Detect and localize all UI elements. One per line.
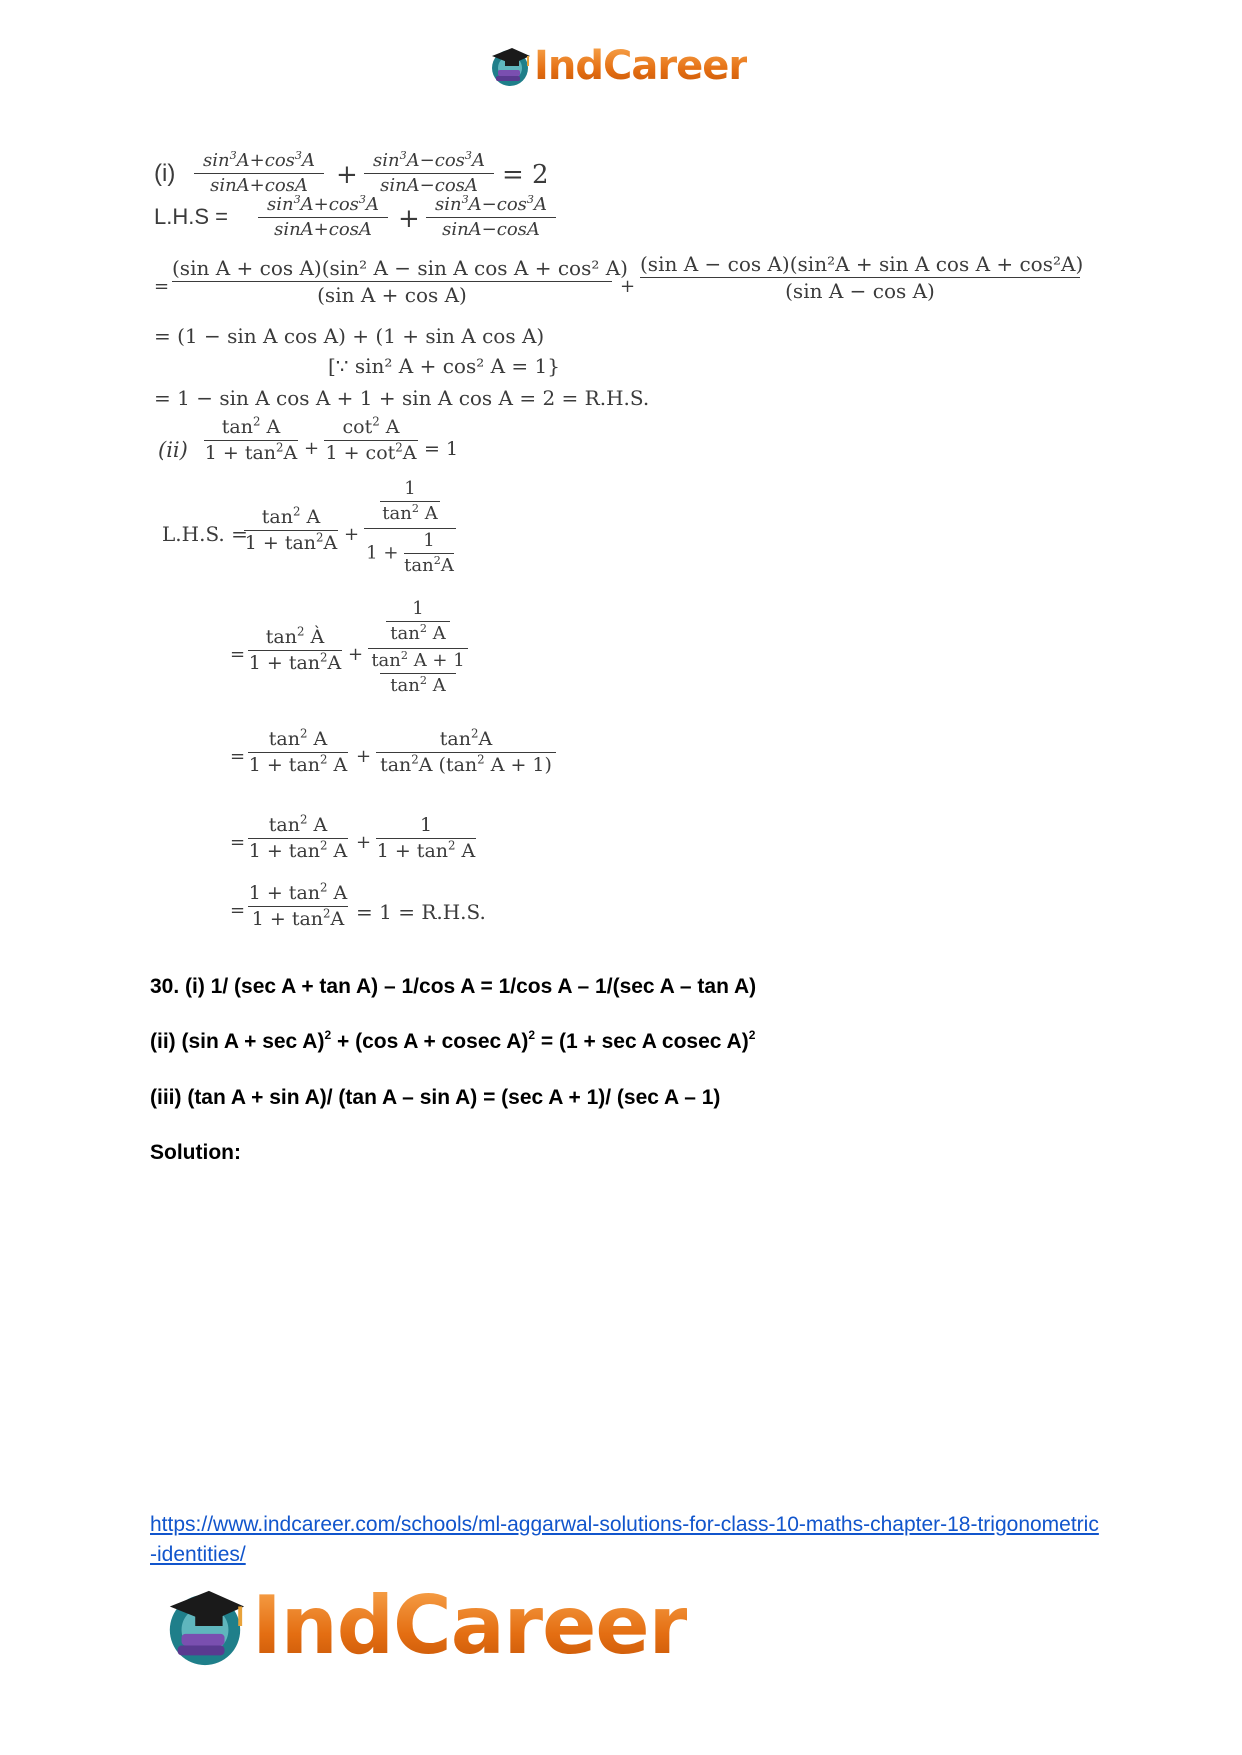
question-30-iii: (iii) (tan A + sin A)/ (tan A – sin A) = (sec A + 1)/ (sec A – 1) (150, 1086, 721, 1109)
header-logo (488, 38, 747, 94)
brand-name: IndCareer (534, 43, 748, 89)
plus-sign: + (356, 746, 372, 767)
lhs-label: L.H.S. = (162, 522, 248, 546)
equals-sign: = (230, 900, 246, 921)
equals-sign: = (230, 746, 246, 767)
fraction: $\sin^3A-\cos^3A$ sinA−cosA (364, 152, 494, 195)
solution-math-image (150, 150, 1100, 950)
plus-sign: + (304, 438, 320, 459)
brand-name: IndCareer (252, 1579, 688, 1672)
fraction: $\tan^2 A$ $1 + \tan^2A$ (204, 414, 298, 464)
fraction: $\tan^2 A$ $1 + \tan^2 A$ (248, 726, 348, 776)
fraction: $\cot^2 A$ $1 + \cot^2A$ (325, 414, 417, 464)
step-line: = (1 − sin A cos A) + (1 + sin A cos A) (154, 324, 545, 348)
fraction: $\tan^2$ À $1 + \tan^2A$ (248, 624, 342, 674)
graduation-cap-books-icon (162, 1583, 248, 1669)
equals-sign: = (230, 644, 246, 665)
identity-note: [∵ sin² A + cos² A = 1} (328, 354, 560, 378)
equals-two: = 2 (502, 160, 549, 190)
footer-logo (162, 1578, 687, 1674)
part-ii-label: (ii) (158, 438, 188, 462)
plus-sign: + (348, 644, 364, 665)
complex-fraction: $\frac{1}{\tan^2 A}$ 1 + $\frac{1}{\tan^2A}$ (364, 480, 456, 575)
source-url-link[interactable]: https://www.indcareer.com/schools/ml-aggarwal-solutions-for-class-10-maths-chapter-18-trigonometric-identities/ (150, 1513, 1099, 1566)
question-30-ii: (ii) (sin A + sec A)$^2$ + (cos A + cosec A)$^2$ = (1 + sec A cosec A)$^2$ (150, 1028, 756, 1053)
final-result: = 1 = R.H.S. (356, 900, 486, 924)
question-30-i: 30. (i) 1/ (sec A + tan A) – 1/cos A = 1/cos A – 1/(sec A – tan A) (150, 975, 757, 998)
fraction: $\sin^3A-\cos^3A$ sinA−cosA (426, 196, 556, 239)
complex-fraction: $\frac{1}{\tan^2 A}$ $\tan^2 A + 1$ $\tan^2 A$ (368, 600, 468, 695)
fraction: (sin A + cos A)(sin² A − sin A cos A + cos² A) (sin A + cos A) (172, 256, 628, 307)
plus-sign: + (620, 276, 636, 297)
fraction: (sin A − cos A)(sin²A + sin A cos A + cos²A) (sin A − cos A) (640, 252, 1084, 303)
fraction: $\sin^3A+\cos^3A$ sinA+cosA (194, 152, 324, 195)
graduation-cap-books-icon (488, 44, 532, 88)
plus-sign: + (356, 832, 372, 853)
plus-sign: + (344, 524, 360, 545)
step-line: = 1 − sin A cos A + 1 + sin A cos A = 2 = R.H.S. (154, 386, 650, 410)
lhs-label: L.H.S = (154, 204, 228, 229)
fraction: $\tan^2 A$ $1 + \tan^2A$ (244, 504, 338, 554)
fraction: $\sin^3A+\cos^3A$ sinA+cosA (258, 196, 388, 239)
equals-one: = 1 (424, 438, 459, 460)
solution-label: Solution: (150, 1141, 241, 1164)
equals-sign: = (230, 832, 246, 853)
plus-sign: + (398, 204, 420, 234)
fraction: $1 + \tan^2 A$ $1 + \tan^2A$ (248, 880, 348, 930)
fraction: $\tan^2A$ $\tan^2A$ ($\tan^2$ A + 1) (376, 730, 556, 775)
part-i-label: (i) (154, 160, 176, 187)
fraction: 1 $1 + \tan^2 A$ (376, 814, 476, 862)
equals-sign: = (154, 276, 170, 297)
plus-sign: + (336, 160, 358, 190)
fraction: $\tan^2 A$ $1 + \tan^2 A$ (248, 812, 348, 862)
